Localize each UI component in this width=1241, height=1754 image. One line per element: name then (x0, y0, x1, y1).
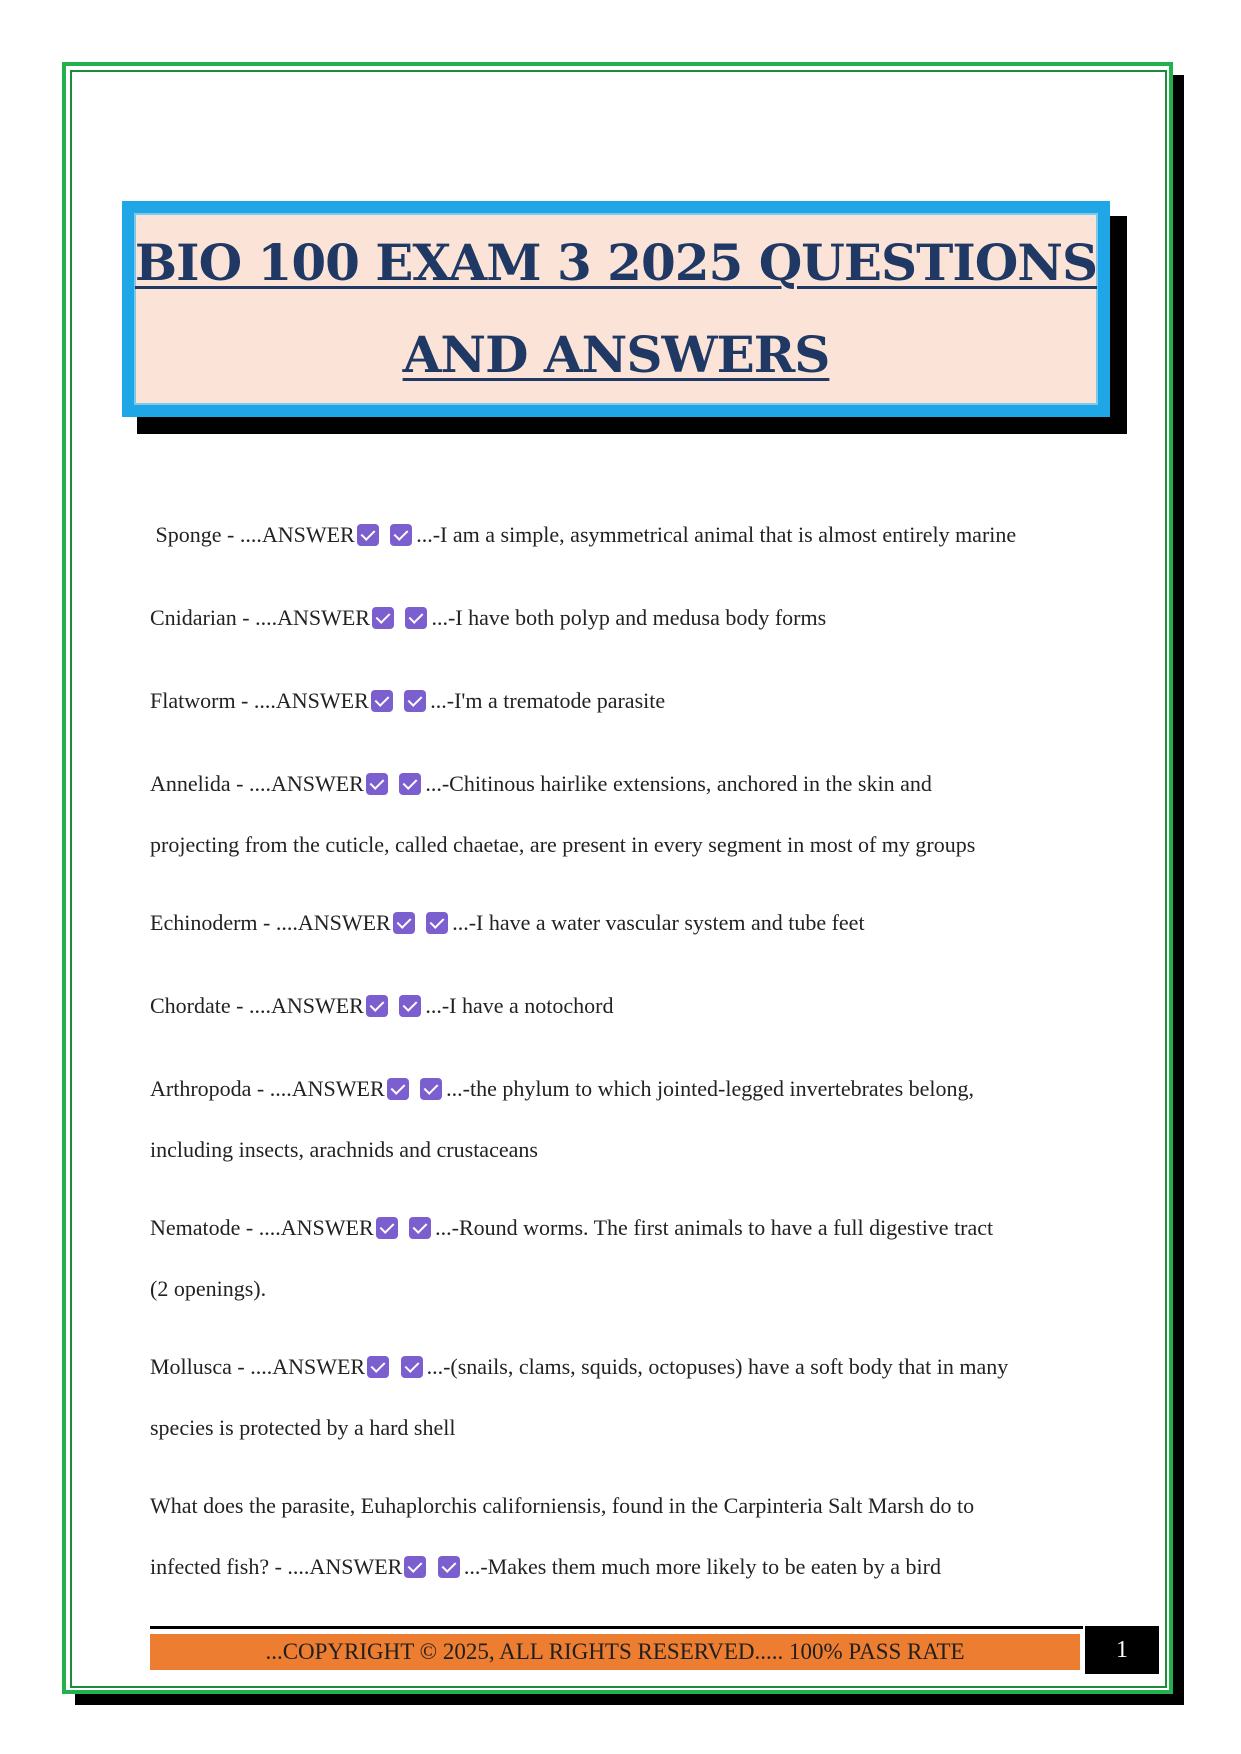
qa-answer: ...-(snails, clams, squids, octopuses) have a soft body that in many (426, 1354, 1009, 1379)
qa-item-nematode (150, 1213, 1100, 1243)
checkmark-icon (376, 1217, 398, 1239)
title-line-1: BIO 100 EXAM 3 2025 QUESTIONS (134, 233, 1098, 292)
qa-term: infected fish? - ....ANSWER (150, 1554, 403, 1579)
checkmark-icon (405, 607, 427, 629)
page-number-box (1085, 1626, 1159, 1674)
checkmark-icon (390, 524, 412, 546)
qa-answer: ...-Makes them much more likely to be eaten by a bird (463, 1554, 941, 1579)
qa-item-parasite (150, 1552, 1100, 1582)
checkmark-icon (372, 607, 394, 629)
checkmark-icon (399, 773, 421, 795)
checkmark-icon (409, 1217, 431, 1239)
qa-item-annelida (150, 769, 1100, 799)
footer-rule (150, 1626, 1083, 1629)
title-box (122, 201, 1110, 417)
qa-answer-continuation: (2 openings). (150, 1276, 267, 1301)
qa-item-sponge (150, 520, 1100, 550)
qa-item-mollusca (150, 1352, 1100, 1382)
qa-term: Arthropoda - ....ANSWER (150, 1076, 385, 1101)
qa-answer: ...-Chitinous hairlike extensions, anchored in the skin and (425, 771, 932, 796)
checkmark-icon (401, 1356, 423, 1378)
qa-term: Echinoderm - ....ANSWER (150, 910, 391, 935)
qa-answer: ...-I am a simple, asymmetrical animal that is almost entirely marine (416, 522, 1017, 547)
qa-item-cnidarian (150, 603, 1100, 633)
qa-answer: ...-the phylum to which jointed-legged invertebrates belong, (446, 1076, 975, 1101)
checkmark-icon (387, 1078, 409, 1100)
checkmark-icon (371, 690, 393, 712)
qa-answer-continuation: species is protected by a hard shell (150, 1415, 456, 1440)
qa-term: Chordate - ....ANSWER (150, 993, 364, 1018)
qa-term: Mollusca - ....ANSWER (150, 1354, 366, 1379)
title-inner (134, 213, 1098, 405)
qa-term: Cnidarian - ....ANSWER (150, 605, 370, 630)
checkmark-icon (366, 773, 388, 795)
checkmark-icon (367, 1356, 389, 1378)
qa-item-echinoderm (150, 908, 1100, 938)
qa-answer: ...-I'm a trematode parasite (430, 688, 666, 713)
checkmark-icon (357, 524, 379, 546)
checkmark-icon (404, 1556, 426, 1578)
checkmark-icon (426, 912, 448, 934)
qa-term: Sponge - ....ANSWER (150, 522, 355, 547)
qa-item-flatworm (150, 686, 1100, 716)
checkmark-icon (393, 912, 415, 934)
page-number: 1 (1116, 1636, 1128, 1663)
qa-answer: ...-I have a water vascular system and tube feet (452, 910, 865, 935)
qa-term: Nematode - ....ANSWER (150, 1215, 374, 1240)
checkmark-icon (404, 690, 426, 712)
qa-item-arthropoda (150, 1074, 1100, 1104)
qa-term: Annelida - ....ANSWER (150, 771, 364, 796)
qa-item-chordate (150, 991, 1100, 1021)
checkmark-icon (420, 1078, 442, 1100)
qa-question-parasite: What does the parasite, Euhaplorchis californiensis, found in the Carpinteria Salt Marsh do to (150, 1493, 975, 1518)
qa-answer-continuation: projecting from the cuticle, called chaetae, are present in every segment in most of my groups (150, 832, 976, 857)
qa-answer-continuation: including insects, arachnids and crustaceans (150, 1137, 538, 1162)
title-line-2: AND ANSWERS (402, 325, 830, 384)
qa-answer: ...-Round worms. The first animals to have a full digestive tract (435, 1215, 994, 1240)
checkmark-icon (438, 1556, 460, 1578)
footer-copyright-bar (150, 1634, 1080, 1670)
qa-answer: ...-I have a notochord (425, 993, 614, 1018)
qa-term: Flatworm - ....ANSWER (150, 688, 369, 713)
checkmark-icon (399, 995, 421, 1017)
footer-copyright-text: ...COPYRIGHT © 2025, ALL RIGHTS RESERVED..... 100% PASS RATE (265, 1639, 965, 1664)
checkmark-icon (366, 995, 388, 1017)
qa-answer: ...-I have both polyp and medusa body forms (431, 605, 827, 630)
